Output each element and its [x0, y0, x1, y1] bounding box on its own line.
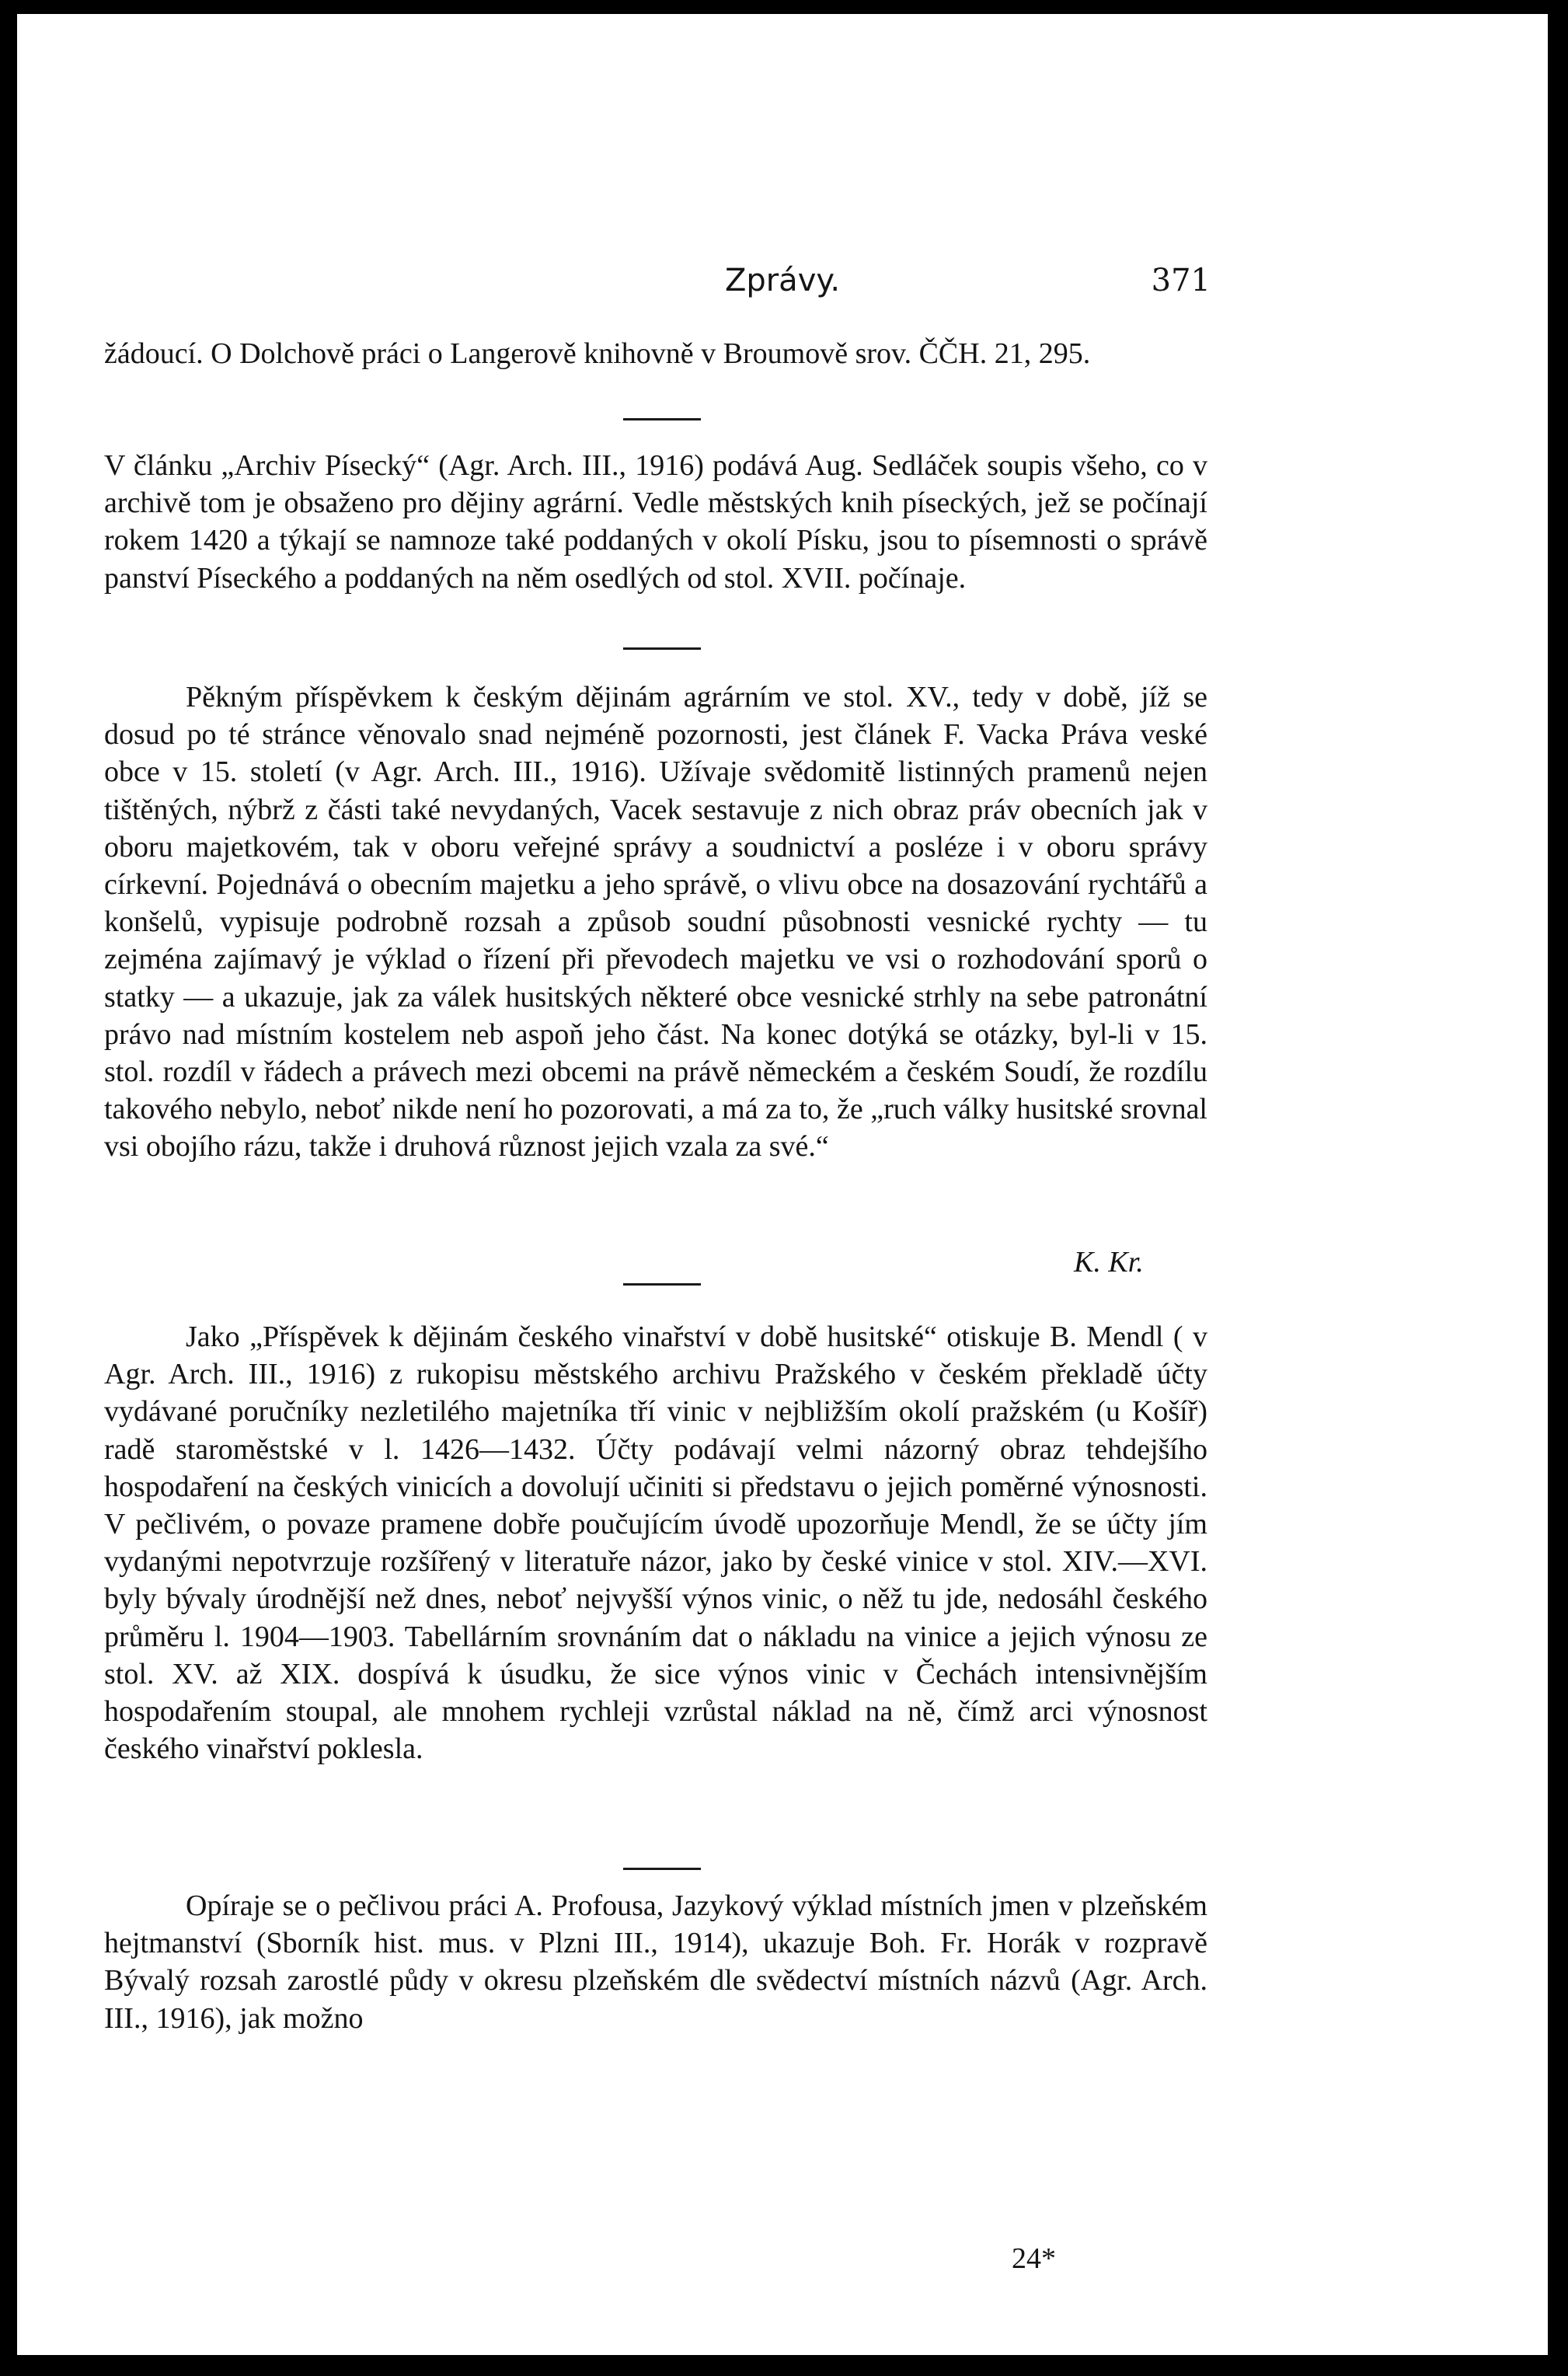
running-head: Zprávy.	[724, 263, 841, 298]
separator-rule	[623, 647, 701, 650]
paragraph-1: žádoucí. O Dolchově práci o Langerově knihovně v Broumově srov. ČČH. 21, 295.	[104, 337, 1091, 370]
separator-rule	[623, 1868, 701, 1870]
signature-mark: 24*	[1012, 2242, 1056, 2275]
paragraph-4: Jako „Příspěvek k dějinám českého vinařství v době husitské“ otiskuje B. Mendl ( v Agr. Arch. III., 1916) z rukopisu městského archivu Pražského v českém překladě účty vydávané poručníky nezletilého majetníka tří vinic v nejbližším okolí pražském (u Košíř) radě staroměstské v l. 1426—1432. Účty podávají velmi názorný obraz tehdejšího hospodaření na českých vinicích a dovolují učiniti si představu o jejich poměrné výnosnosti. V pečlivém, o povaze pramene dobře poučujícím úvodě upozorňuje Mendl, že se účty jím vydanými nepotvrzuje rozšířený v literatuře názor, jako by české vinice v stol. XIV.—XVI. byly bývaly úrodnější než dnes, neboť nejvyšší výnos vinic, o něž tu jde, nedosáhl českého průměru l. 1904—1903. Tabellárním srovnáním dat o nákladu na vinice a jejich výnosu ze stol. XV. až XIX. dospívá k úsudku, že sice výnos vinic v Čechách intensivnějším hospodařením stoupal, ale mnohem rychleji vzrůstal náklad na ně, čímž arci výnosnost českého vinařství poklesla.	[104, 1321, 1207, 1766]
paragraph-5: Opíraje se o pečlivou práci A. Profousa, Jazykový výklad místních jmen v plzeňském hejtmanství (Sborník hist. mus. v Plzni III., 1914), ukazuje Boh. Fr. Horák v rozpravě Bývalý rozsah zarostlé půdy v okresu plzeňském dle svědectví místních názvů (Agr. Arch. III., 1916), jak možno	[104, 1889, 1207, 2035]
separator-rule	[623, 1283, 701, 1286]
paragraph-2: V článku „Archiv Písecký“ (Agr. Arch. III., 1916) podává Aug. Sedláček soupis všeho, co v archivě tom je obsaženo pro dějiny agrární. Vedle městských knih píseckých, jež se počínají rokem 1420 a týkají se namnoze také poddaných v okolí Písku, jsou to písemnosti o správě panství Píseckého a poddaných na něm osedlých od stol. XVII. počínaje.	[104, 449, 1207, 595]
paragraph-3: Pěkným příspěvkem k českým dějinám agrárním ve stol. XV., tedy v době, jíž se dosud po té stránce věnovalo snad nejméně pozornosti, jest článek F. Vacka Práva veské obce v 15. století (v Agr. Arch. III., 1916). Užívaje svědomitě listinných pramenů nejen tištěných, nýbrž z části také nevydaných, Vacek sestavuje z nich obraz práv obecních jak v oboru majetkovém, tak v oboru veřejné správy a soudnictví a posléze i v oboru správy církevní. Pojednává o obecním majetku a jeho správě, o vlivu obce na dosazování rychtářů a konšelů, vypisuje podrobně rozsah a způsob soudní působnosti vesnické rychty — tu zejména zajímavý je výklad o řízení při převodech majetku ve vsi o rozhodování sporů o statky — a ukazuje, jak za válek husitských některé obce vesnické strhly na sebe patronátní právo nad místním kostelem neb aspoň jeho část. Na konec dotýká se otázky, byl-li v 15. stol. rozdíl v řádech a právech mezi obcemi na právě německém a českém Soudí, že rozdílu takového nebylo, neboť nikde není ho pozorovati, a má za to, že „ruch války husitské srovnal vsi obojího rázu, takže i druhová různost jejich vzala za své.“	[104, 681, 1207, 1164]
paragraph-3-signature: K. Kr.	[1074, 1246, 1144, 1279]
separator-rule	[623, 418, 701, 420]
page	[17, 14, 1548, 2355]
page-number: 371	[1151, 263, 1211, 298]
